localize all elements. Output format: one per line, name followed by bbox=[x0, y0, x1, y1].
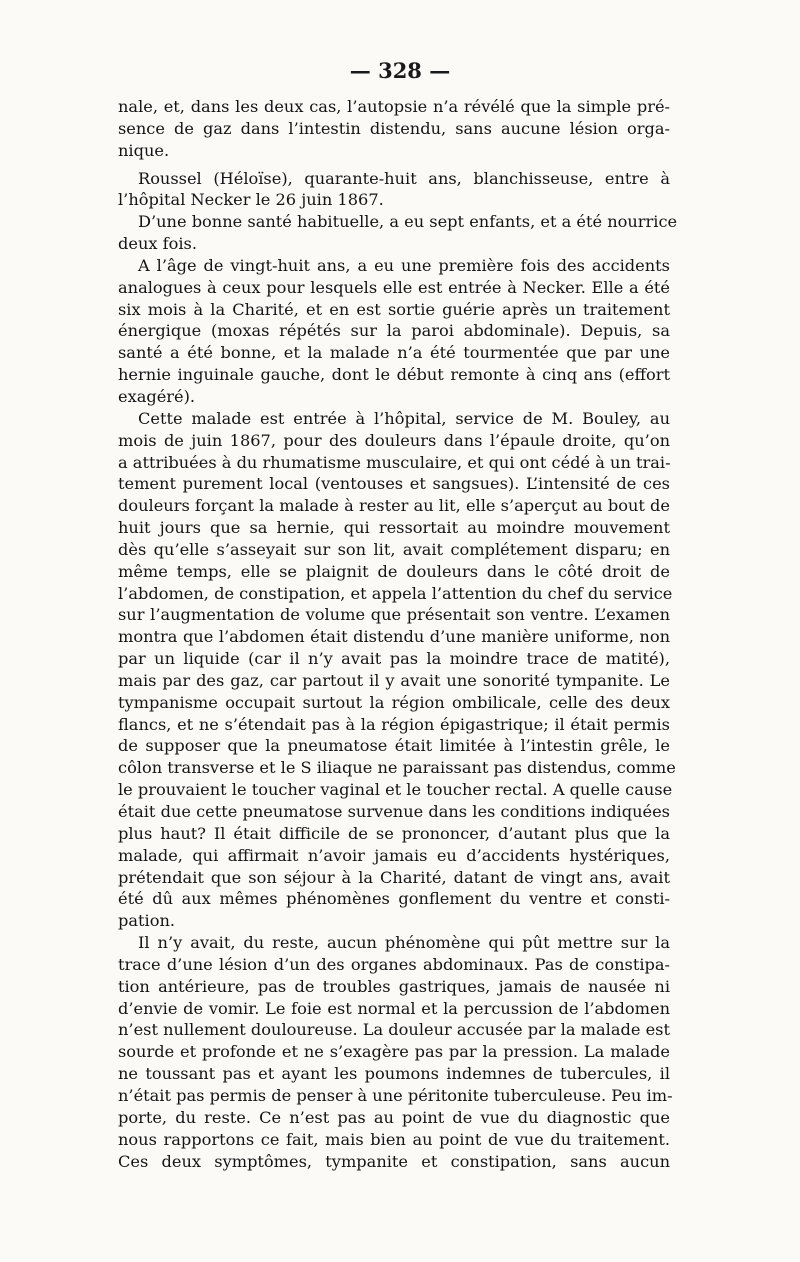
text-line: Roussel (Héloïse), quarante-huit ans, blanchisseuse, entre à bbox=[138, 168, 670, 188]
text-line: malade, qui affirmait n’avoir jamais eu d’accidents hystériques, bbox=[118, 845, 670, 865]
text-line: le prouvaient le toucher vaginal et le toucher rectal. A quelle cause bbox=[118, 780, 673, 800]
text-line: hernie inguinale gauche, dont le début remonte à cinq ans (effort bbox=[118, 365, 670, 385]
text-line: nous rapportons ce fait, mais bien au point de vue du traitement. bbox=[118, 1129, 670, 1149]
text-line: n’est nullement douloureuse. La douleur accusée par la malade est bbox=[118, 1020, 670, 1040]
text-line: deux fois. bbox=[118, 234, 198, 254]
text-line: dès qu’elle s’asseyait sur son lit, avait complétement disparu; en bbox=[118, 539, 670, 559]
text-line: D’une bonne santé habituelle, a eu sept enfants, et a été nourrice bbox=[138, 212, 678, 232]
text-line: n’était pas permis de penser à une péritonite tuberculeuse. Peu im- bbox=[118, 1085, 673, 1105]
text-line: était due cette pneumatose survenue dans les conditions indiquées bbox=[118, 802, 670, 821]
text-line: a attribuées à du rhumatisme musculaire, et qui ont cédé à un trai- bbox=[118, 452, 671, 472]
text-line: six mois à la Charité, et en est sortie guérie après un traitement bbox=[118, 299, 670, 319]
text-line: trace d’une lésion d’un des organes abdominaux. Pas de constipa- bbox=[118, 954, 670, 974]
text-line: tion antérieure, pas de troubles gastriques, jamais de nausée ni bbox=[118, 976, 670, 996]
text-line: par un liquide (car il n’y avait pas la moindre trace de matité), bbox=[118, 649, 670, 669]
text-line: douleurs forçant la malade à rester au lit, elle s’aperçut au bout de bbox=[118, 496, 670, 516]
text-line: même temps, elle se plaignit de douleurs dans le côté droit de bbox=[118, 561, 670, 581]
text-line: ne toussant pas et ayant les poumons indemnes de tubercules, il bbox=[118, 1064, 670, 1084]
text-line: Cette malade est entrée à l’hôpital, service de M. Bouley, au bbox=[138, 408, 670, 428]
page-number: — 328 — bbox=[349, 58, 451, 83]
text-line: tement purement local (ventouses et sangsues). L’intensité de ces bbox=[118, 474, 670, 494]
text-line: mais par des gaz, car partout il y avait une sonorité tympanite. Le bbox=[118, 670, 670, 690]
text-line: sence de gaz dans l’intestin distendu, sans aucune lésion orga- bbox=[118, 118, 670, 138]
text-line: plus haut? Il était difficile de se prononcer, d’autant plus que la bbox=[118, 823, 670, 843]
text-line: d’envie de vomir. Le foie est normal et la percussion de l’abdomen bbox=[118, 998, 670, 1018]
text-line: analogues à ceux pour lesquels elle est entrée à Necker. Elle a été bbox=[118, 277, 670, 297]
text-line: été dû aux mêmes phénomènes gonflement du ventre et consti- bbox=[118, 889, 670, 909]
text-line: santé a été bonne, et la malade n’a été tourmentée que par une bbox=[118, 343, 670, 363]
text-line: côlon transverse et le S iliaque ne paraissant pas distendus, comme bbox=[118, 758, 676, 778]
text-line: Il n’y avait, du reste, aucun phénomène qui pût mettre sur la bbox=[138, 933, 670, 953]
text-line: nique. bbox=[118, 140, 170, 160]
text-line: Ces deux symptômes, tympanite et constipation, sans aucun bbox=[118, 1151, 670, 1171]
text-line: huit jours que sa hernie, qui ressortait au moindre mouvement bbox=[118, 518, 670, 538]
text-line: sur l’augmentation de volume que présentait son ventre. L’examen bbox=[118, 605, 670, 625]
text-line: porte, du reste. Ce n’est pas au point de vue du diagnostic que bbox=[118, 1107, 670, 1127]
text-line: pation. bbox=[118, 911, 176, 931]
body-text bbox=[118, 96, 678, 1172]
text-line: énergique (moxas répétés sur la paroi abdominale). Depuis, sa bbox=[118, 321, 670, 341]
text-line: flancs, et ne s’étendait pas à la région épigastrique; il était permis bbox=[118, 714, 670, 734]
text-line: exagéré). bbox=[118, 386, 196, 406]
text-line: l’abdomen, de constipation, et appela l’attention du chef du service bbox=[118, 583, 673, 603]
text-line: mois de juin 1867, pour des douleurs dans l’épaule droite, qu’on bbox=[118, 430, 670, 450]
text-line: tympanisme occupait surtout la région ombilicale, celle des deux bbox=[118, 692, 670, 712]
text-line: sourde et profonde et ne s’exagère pas par la pression. La malade bbox=[118, 1042, 670, 1062]
text-line: de supposer que la pneumatose était limitée à l’intestin grêle, le bbox=[118, 736, 670, 756]
text-line: nale, et, dans les deux cas, l’autopsie n’a révélé que la simple pré- bbox=[118, 97, 670, 116]
text-line: l’hôpital Necker le 26 juin 1867. bbox=[118, 190, 384, 210]
text-line: montra que l’abdomen était distendu d’une manière uniforme, non bbox=[118, 627, 670, 647]
text-line: prétendait que son séjour à la Charité, datant de vingt ans, avait bbox=[118, 867, 670, 887]
text-line: A l’âge de vingt-huit ans, a eu une première fois des accidents bbox=[138, 255, 670, 275]
